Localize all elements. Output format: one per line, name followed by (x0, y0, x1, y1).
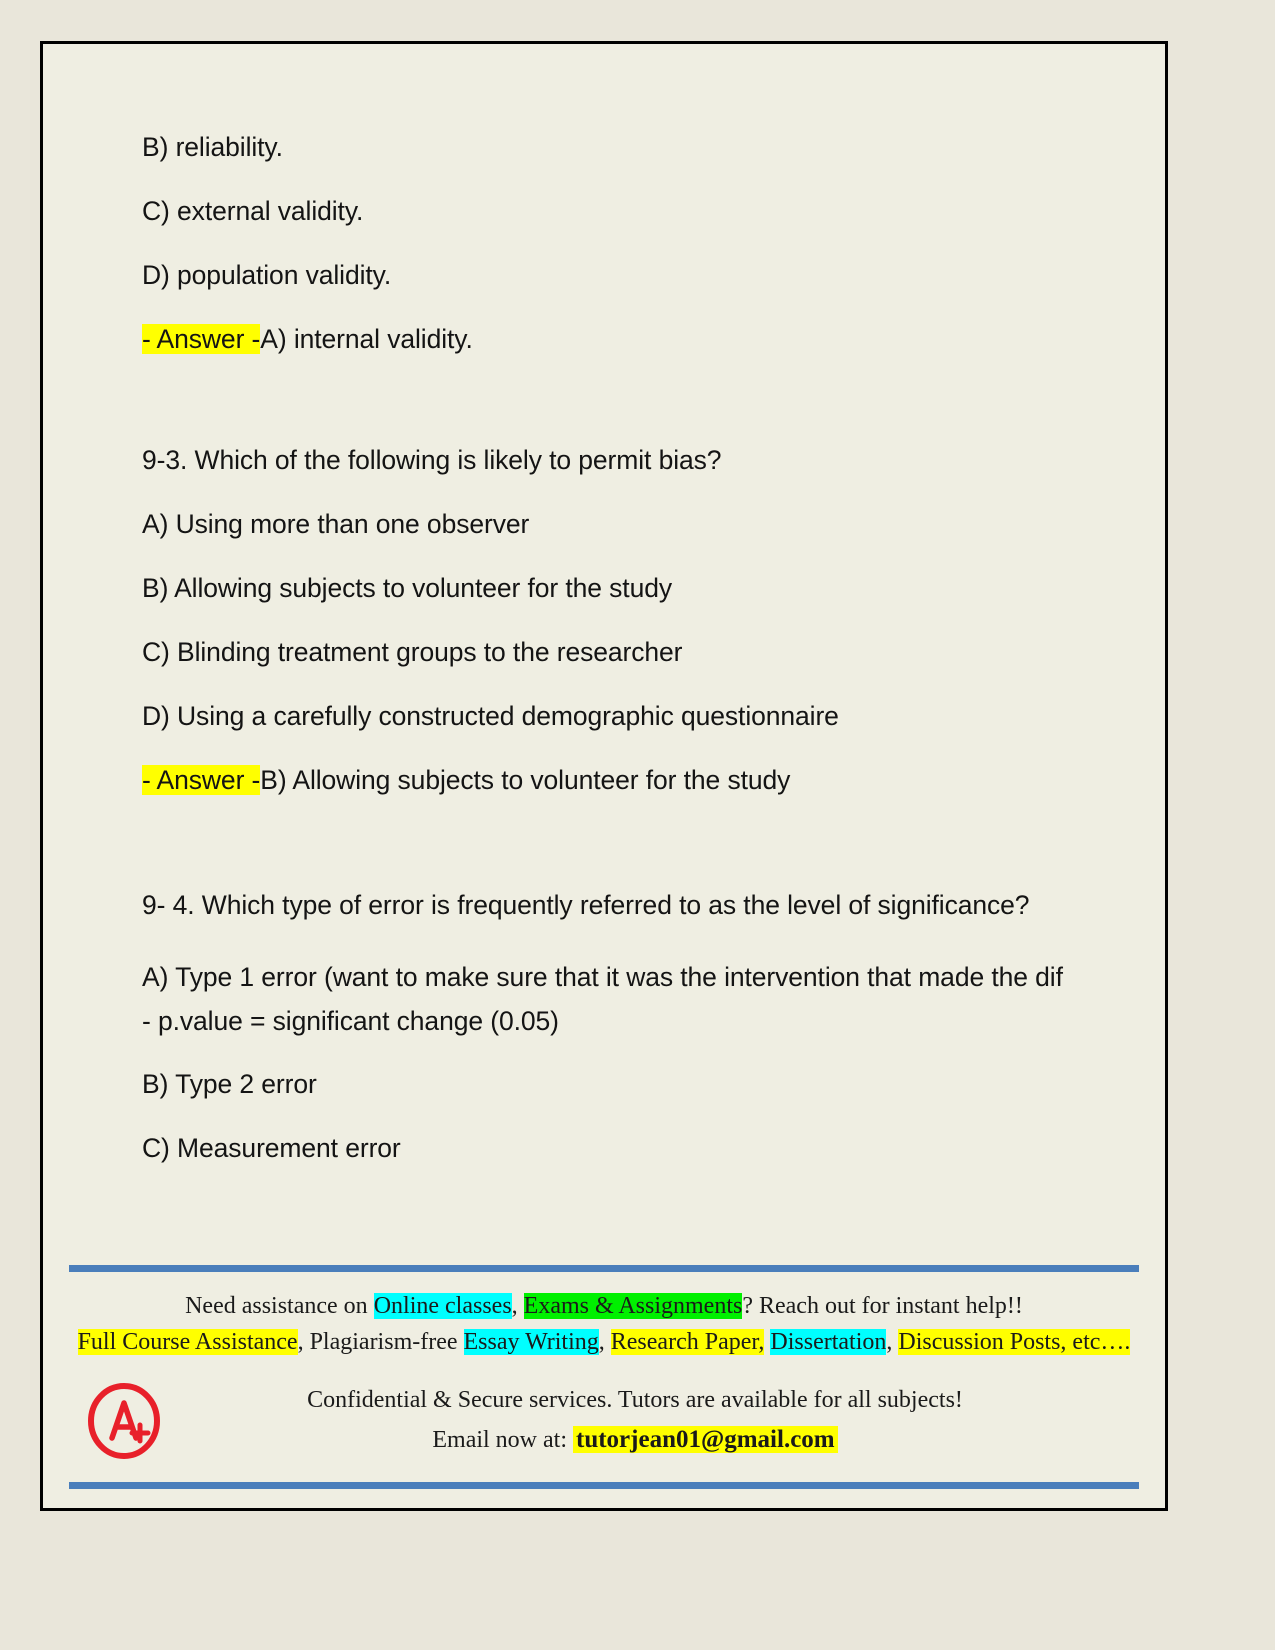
footer-essay-writing: Essay Writing (463, 1328, 599, 1355)
question-9-3-stem: 9-3. Which of the following is likely to permit bias? (142, 445, 722, 475)
answer-text-1: A) internal validity. (260, 324, 473, 354)
footer-divider-top (69, 1265, 1139, 1272)
a-plus-logo-icon (82, 1381, 168, 1461)
footer-text-part: , Plagiarism-free (297, 1328, 464, 1355)
option-d-population-validity: D) population validity. (142, 260, 392, 290)
footer-text-part: , (511, 1292, 524, 1319)
footer-text-part: , (886, 1328, 899, 1355)
footer-research-paper: Research Paper, (610, 1328, 765, 1355)
question-9-3-option-a: A) Using more than one observer (142, 509, 530, 539)
question-9-4-option-a: A) Type 1 error (want to make sure that it was the intervention that made the dif - p.value = significant change (0.05) (142, 961, 1071, 1037)
answer-label-2: - Answer - (142, 765, 261, 795)
footer-text-part: , (598, 1328, 611, 1355)
footer-text-part: ? Reach out for instant help!! (742, 1292, 1023, 1319)
paragraph-spacer (142, 831, 1072, 883)
footer-dissertation: Dissertation (770, 1328, 887, 1355)
question-9-4-option-c: C) Measurement error (142, 1132, 401, 1163)
question-9-3-option-d: D) Using a carefully constructed demographic questionnaire (142, 701, 839, 731)
footer-divider-bottom (69, 1482, 1139, 1489)
footer-services (69, 1325, 1139, 1359)
option-c-external-validity: C) external validity. (142, 196, 364, 226)
footer-contact-text (171, 1383, 1139, 1458)
footer-discussion-posts: Discussion Posts, etc…. (898, 1328, 1131, 1355)
footer-text-part: Need assistance on (185, 1292, 374, 1319)
promo-footer (69, 1265, 1139, 1489)
answer-line-1 (142, 326, 1072, 353)
document-body (142, 134, 1072, 1199)
footer-headline (69, 1289, 1139, 1323)
question-9-3-option-b: B) Allowing subjects to volunteer for the study (142, 573, 672, 603)
footer-email-row (171, 1422, 1099, 1458)
answer-text-2: B) Allowing subjects to volunteer for the study (260, 765, 791, 795)
answer-line-2 (142, 767, 1072, 794)
question-9-4-option-b: B) Type 2 error (142, 1068, 317, 1099)
question-9-3-option-c: C) Blinding treatment groups to the researcher (142, 637, 683, 667)
option-b-reliability: B) reliability. (142, 132, 283, 162)
a-plus-logo (79, 1381, 171, 1461)
footer-contact-row (69, 1381, 1139, 1461)
footer-email-prefix: Email now at: (432, 1427, 567, 1454)
footer-tagline: Confidential & Secure services. Tutors are available for all subjects! (307, 1387, 963, 1414)
question-9-4-stem: 9- 4. Which type of error is frequently referred to as the level of significance? (142, 890, 1030, 920)
paragraph-spacer (142, 390, 1072, 447)
footer-full-course-assistance: Full Course Assistance (77, 1328, 298, 1355)
footer-online-classes: Online classes (373, 1292, 512, 1319)
answer-label-1: - Answer - (142, 324, 261, 354)
footer-email-address[interactable]: tutorjean01@gmail.com (573, 1426, 838, 1453)
document-page (40, 41, 1168, 1511)
footer-exams-assignments: Exams & Assignments (523, 1292, 743, 1319)
